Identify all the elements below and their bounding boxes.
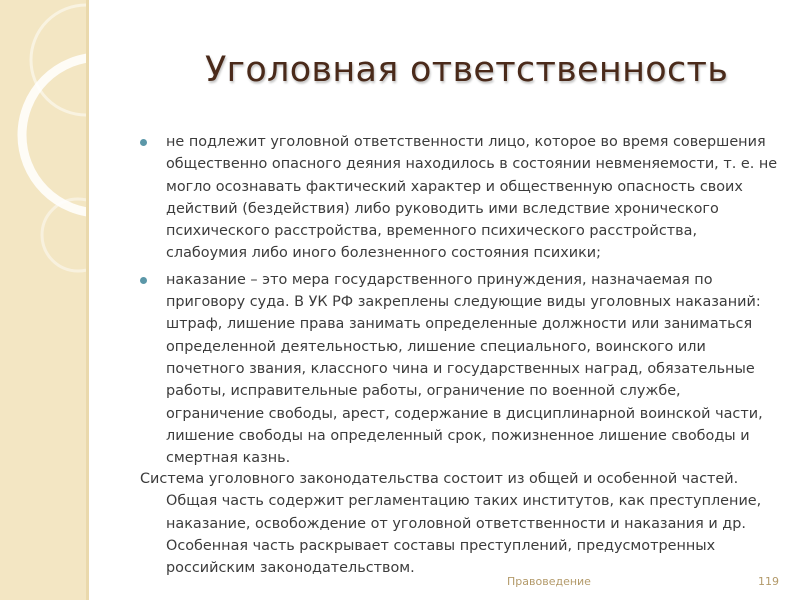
bullet-line: определенной деятельностью, лишение специального, воинского или bbox=[166, 338, 706, 355]
bullet-list bbox=[138, 131, 778, 473]
bullet-line: штраф, лишение права занимать определенные должности или заниматься bbox=[166, 316, 753, 333]
page-number: 119 bbox=[758, 575, 779, 588]
system-paragraph bbox=[140, 468, 780, 579]
bullet-line: наказание – это мера государственного принуждения, назначаемая по bbox=[166, 271, 713, 288]
footer-subject: Правоведение bbox=[507, 575, 591, 588]
bullet-line: не подлежит уголовной ответственности лицо, которое во время совершения bbox=[166, 134, 766, 150]
bullet-line: смертная казнь. bbox=[166, 450, 291, 467]
bullet-dot-icon bbox=[140, 277, 147, 284]
bullet-line: почетного звания, классного чина и государственных наград, обязательные bbox=[166, 360, 755, 377]
bullet-line: слабоумия либо иного болезненного состояния психики; bbox=[166, 245, 601, 262]
decorative-side-band bbox=[0, 0, 86, 600]
system-paragraph-line: Особенная часть раскрывает составы преступлений, предусмотренных bbox=[166, 537, 716, 554]
system-paragraph-first-line: Система уголовного законодательства состоит из общей и особенной частей. bbox=[140, 471, 739, 487]
system-paragraph-line: Общая часть содержит регламентацию таких институтов, как преступление, bbox=[166, 493, 762, 510]
system-paragraph-line: российским законодательством. bbox=[166, 560, 415, 577]
bullet-line: ограничение свободы, арест, содержание в дисциплинарной воинской части, bbox=[166, 405, 763, 422]
bullet-line: работы, исправительные работы, ограничение по военной службе, bbox=[166, 383, 681, 400]
bullet-item-insanity bbox=[138, 131, 778, 265]
bullet-line: лишение свободы на определенный срок, пожизненное лишение свободы и bbox=[166, 427, 750, 444]
system-paragraph-line: наказание, освобождение от уголовной ответственности и наказания и др. bbox=[166, 515, 746, 532]
bullet-dot-icon bbox=[140, 139, 147, 146]
bullet-line: приговору суда. В УК РФ закреплены следующие виды уголовных наказаний: bbox=[166, 294, 761, 311]
side-band-edge bbox=[86, 0, 89, 600]
bullet-line: действий (бездействия) либо руководить ими вследствие хронического bbox=[166, 200, 719, 217]
slide-title: Уголовная ответственность bbox=[205, 50, 729, 90]
bullet-line: общественно опасного деяния находилось в состоянии невменяемости, т. е. не bbox=[166, 156, 778, 173]
decorative-circles-icon bbox=[0, 0, 86, 600]
bullet-item-punishment bbox=[138, 269, 778, 470]
bullet-line: психического расстройства, временного психического расстройства, bbox=[166, 223, 698, 240]
bullet-line: могло осознавать фактический характер и общественную опасность своих bbox=[166, 178, 743, 195]
